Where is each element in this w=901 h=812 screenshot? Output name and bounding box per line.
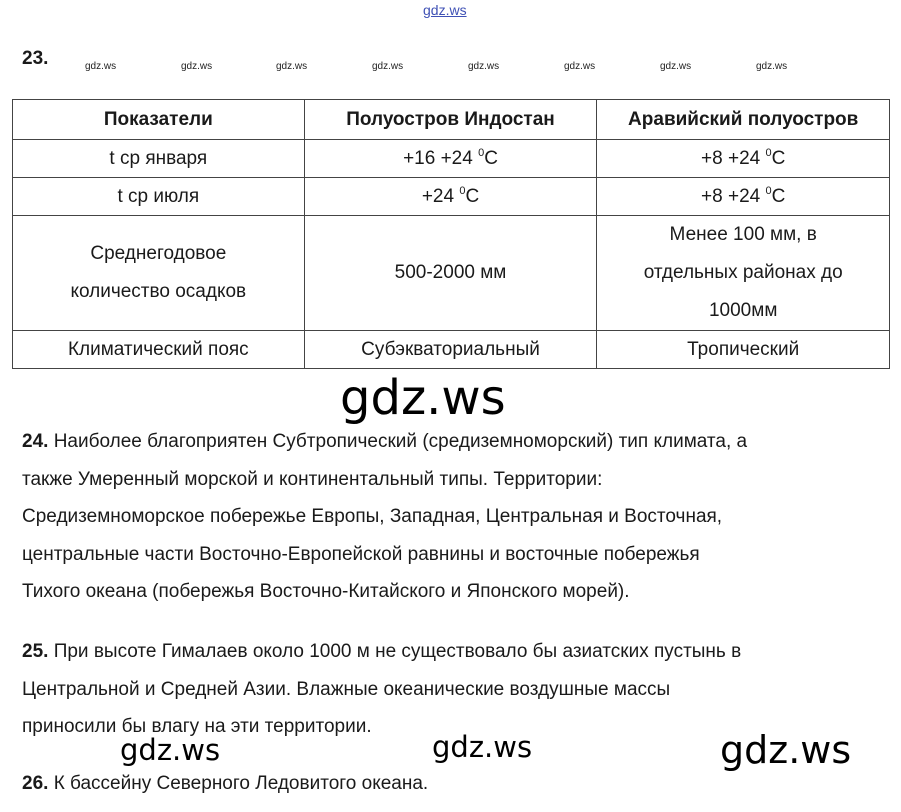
answer-line: Наиболее благоприятен Субтропический (средиземноморский) тип климата, а — [48, 431, 748, 452]
value-line: 1000мм — [708, 300, 778, 321]
table-cell-arabia — [597, 140, 890, 178]
label-line: Среднегодовое — [90, 243, 227, 264]
watermark-large: gdz.ws — [340, 370, 506, 426]
table-cell-hindustan: 500-2000 мм — [304, 216, 597, 331]
watermark-small: gdz.ws — [181, 61, 213, 72]
table-cell-arabia: Тропический — [597, 331, 890, 369]
unit-text: С — [484, 148, 498, 169]
value-line: Менее 100 мм, в — [669, 224, 817, 245]
column-header-indicators: Показатели — [13, 100, 305, 140]
answer-line: также Умеренный морской и континентальный типы. Территории: — [22, 468, 603, 490]
table-cell-arabia — [597, 216, 890, 331]
degree-superscript: 0 — [765, 147, 772, 159]
table-cell-label — [13, 216, 305, 331]
watermark-bottom-right: gdz.ws — [720, 728, 852, 772]
answer-line: Тихого океана (побережья Восточно-Китайского и Японского морей). — [22, 581, 630, 602]
question-23-number: 23. — [22, 48, 49, 69]
table-cell-label: t ср июля — [13, 178, 305, 216]
unit-text: С — [771, 186, 786, 207]
table-header-row — [13, 100, 890, 140]
answer-line: приносили бы влагу на эти территории. — [22, 716, 372, 737]
answer-line: центральные части Восточно-Европейской равнины и восточные побережья — [22, 543, 700, 565]
climate-comparison-table — [12, 99, 890, 369]
table-cell-arabia — [597, 178, 890, 216]
value-text: +24 — [421, 186, 460, 207]
table-cell-label: Климатический пояс — [13, 331, 305, 369]
label-line: количество осадков — [70, 281, 247, 302]
table-row — [13, 178, 890, 216]
table-cell-hindustan: Субэкваториальный — [304, 331, 597, 369]
question-24-number: 24. — [22, 431, 49, 452]
answer-26 — [22, 765, 892, 803]
watermark-small: gdz.ws — [276, 61, 308, 72]
watermark-link-top[interactable]: gdz.ws — [423, 2, 467, 18]
value-text: +16 +24 — [403, 148, 479, 169]
table-row — [13, 140, 890, 178]
unit-text: С — [771, 148, 786, 169]
degree-superscript: 0 — [478, 147, 485, 159]
question-26-number: 26. — [22, 773, 49, 794]
watermark-bottom-middle: gdz.ws — [432, 730, 533, 764]
answer-line: При высоте Гималаев около 1000 м не существовало бы азиатских пустынь в — [48, 641, 742, 662]
watermark-small: gdz.ws — [660, 61, 692, 72]
column-header-hindustan: Полуостров Индостан — [304, 100, 597, 140]
watermark-small: gdz.ws — [468, 61, 500, 72]
answer-line: К бассейну Северного Ледовитого океана. — [48, 773, 429, 794]
table-row — [13, 216, 890, 331]
watermark-bottom-left: gdz.ws — [120, 733, 221, 767]
watermark-small: gdz.ws — [564, 61, 596, 72]
table-cell-label: t ср января — [13, 140, 305, 178]
table-cell-hindustan — [304, 178, 597, 216]
column-header-arabia: Аравийский полуостров — [597, 100, 890, 140]
value-line: отдельных районах до — [643, 262, 843, 283]
table-row — [13, 331, 890, 369]
value-text: +8 +24 — [701, 148, 766, 169]
unit-text: С — [465, 186, 480, 207]
table-cell-hindustan — [304, 140, 597, 178]
answer-line: Средиземноморское побережье Европы, Западная, Центральная и Восточная, — [22, 506, 723, 527]
answer-line: Центральной и Средней Азии. Влажные океанические воздушные массы — [22, 678, 671, 700]
watermark-small: gdz.ws — [372, 61, 404, 72]
value-text: +8 +24 — [701, 186, 766, 207]
degree-superscript: 0 — [765, 185, 772, 197]
watermark-small: gdz.ws — [85, 61, 117, 72]
question-25-number: 25. — [22, 641, 49, 662]
answer-24 — [22, 423, 892, 611]
degree-superscript: 0 — [459, 185, 466, 197]
watermark-small: gdz.ws — [756, 61, 788, 72]
